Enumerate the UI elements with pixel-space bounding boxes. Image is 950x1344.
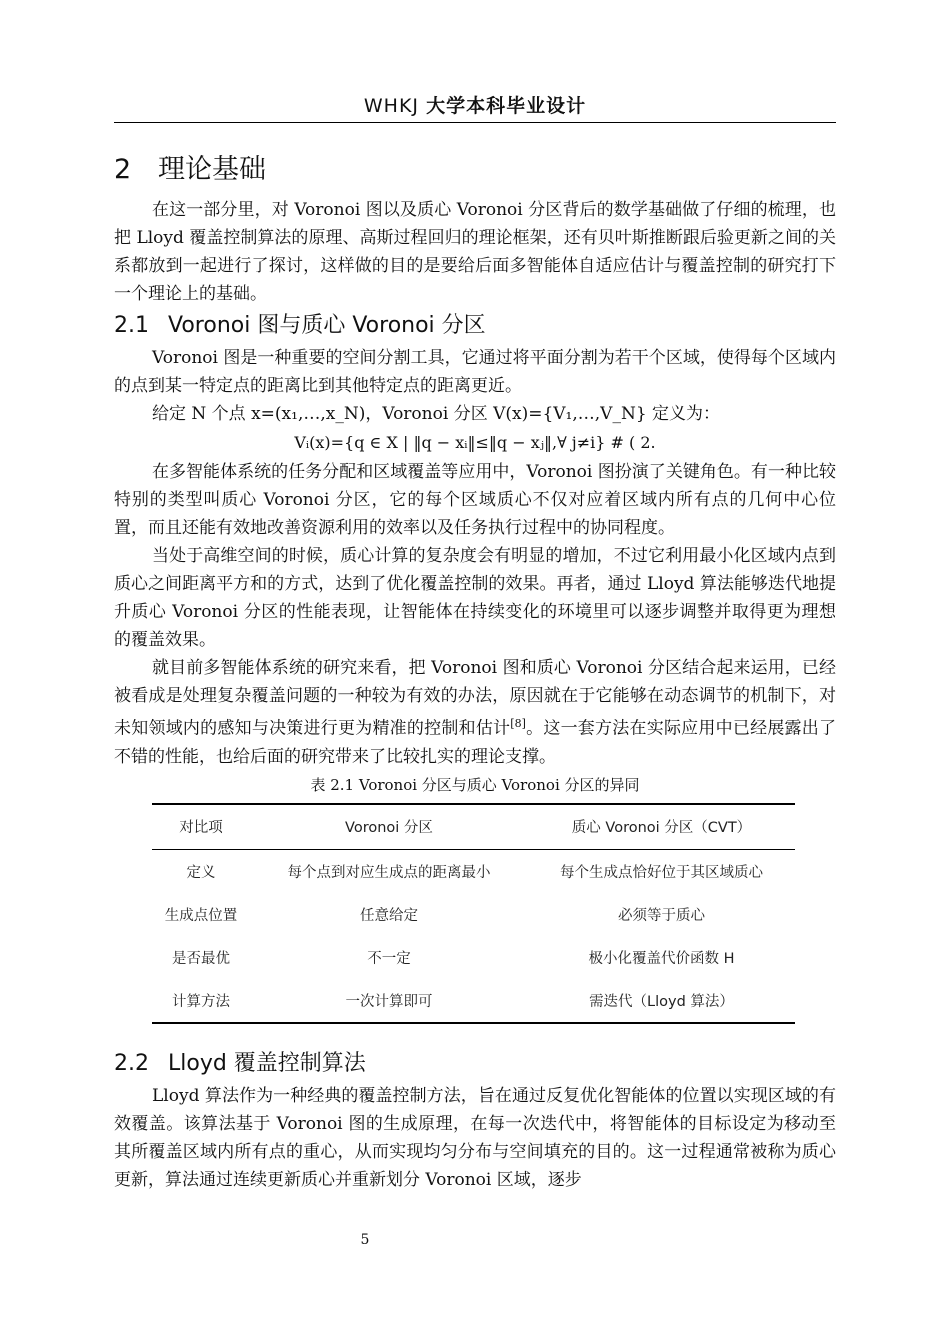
- comparison-table: [152, 803, 795, 1024]
- table-row: [152, 893, 795, 936]
- page-content: [114, 142, 836, 1194]
- paragraph-cvt: 在多智能体系统的任务分配和区域覆盖等应用中，Voronoi 图扮演了关键角色。有一种比较特别的类型叫质心 Voronoi 分区，它的每个区域质心不仅对应着区域内所有点的几何中心位置，而且还能有效地改善资源利用的效率以及任务执行过程中的协同程度。: [114, 462, 836, 538]
- table-row: [152, 979, 795, 1023]
- table-cell: 生成点位置: [164, 907, 238, 924]
- table-header-cell: Voronoi 分区: [345, 820, 433, 837]
- table-header-row: [152, 804, 795, 850]
- section-2-2-heading: [114, 1046, 836, 1082]
- given-line: 给定 N 个点 x=(x₁,…,x_N)，Voronoi 分区 V(x)={V₁,…,V_N} 定义为：: [152, 404, 721, 424]
- table-cell: 需迭代（Lloyd 算法）: [589, 993, 734, 1010]
- section-number: 2.2: [114, 1050, 149, 1076]
- table-cell: 必须等于质心: [618, 907, 705, 924]
- paragraph-lloyd: Lloyd 算法作为一种经典的覆盖控制方法，旨在通过反复优化智能体的位置以实现区域的有效覆盖。该算法基于 Voronoi 图的生成原理，在每一次迭代中，将智能体的目标设定为移动至其所覆盖区域内所有点的重心，从而实现均匀分布与空间填充的目的。这一过程通常被称为质心更新，算法通过连续更新质心并重新划分 Voronoi 区域，逐步: [114, 1085, 836, 1190]
- table-row: [152, 849, 795, 893]
- paragraph-research: [114, 654, 836, 771]
- section-title: Voronoi 图与质心 Voronoi 分区: [168, 313, 486, 338]
- chapter-heading: [114, 150, 836, 190]
- chapter-intro: 在这一部分里，对 Voronoi 图以及质心 Voronoi 分区背后的数学基础做了仔细的梳理，也把 Lloyd 覆盖控制算法的原理、高斯过程回归的理论框架，还有贝叶斯推断跟后验更新之间的关系都放到一起进行了探讨，这样做的目的是要给后面多智能体自适应估计与覆盖控制的研究打下一个理论上的基础。: [114, 200, 836, 304]
- page-header: [114, 92, 836, 123]
- table-cell: 每个生成点恰好位于其区域质心: [560, 864, 763, 881]
- header-text: [364, 95, 586, 117]
- paragraph-research-end: 。这一套方法在实际应用中已经展露出了不错的性能，也给后面的研究带来了比较扎实的理论支撑。: [114, 718, 837, 767]
- table-cell: 定义: [186, 864, 216, 881]
- table-cell: 计算方法: [172, 993, 230, 1010]
- section-title: Lloyd 覆盖控制算法: [168, 1050, 366, 1076]
- table-cell: 是否最优: [172, 950, 230, 967]
- section-2-1-heading: [114, 308, 836, 344]
- voronoi-formula: Vᵢ(x)={q ∈ X | ‖q − xᵢ‖≤‖q − xⱼ‖,∀ j≠i} # ( 2.: [294, 433, 656, 452]
- header-prefix: WHKJ: [363, 95, 420, 117]
- table-cell: 任意给定: [360, 907, 418, 924]
- table-header-cell: 质心 Voronoi 分区（CVT）: [571, 820, 752, 837]
- paragraph-highdim: 当处于高维空间的时候，质心计算的复杂度会有明显的增加，不过它利用最小化区域内点到质心之间距离平方和的方式，达到了优化覆盖控制的效果。再者，通过 Lloyd 算法能够迭代地提升质心 Voronoi 分区的性能表现，让智能体在持续变化的环境里可以逐步调整并取得更为理想的覆盖效果。: [114, 546, 836, 650]
- header-title: 大学本科毕业设计: [426, 95, 587, 117]
- chapter-number: 2: [114, 154, 132, 185]
- chapter-title: 理论基础: [158, 154, 266, 185]
- page-number: 5: [360, 1232, 370, 1248]
- table-cell: 一次计算即可: [345, 993, 433, 1010]
- citation: [8]: [510, 717, 526, 730]
- table-cell: 不一定: [367, 950, 411, 967]
- section-number: 2.1: [114, 313, 149, 338]
- table-row: [152, 936, 795, 979]
- spacer: [114, 1024, 836, 1046]
- table-cell: 极小化覆盖代价函数 H: [588, 950, 735, 967]
- paragraph-research-text: 就目前多智能体系统的研究来看，把 Voronoi 图和质心 Voronoi 分区结合起来运用，已经被看成是处理复杂覆盖问题的一种较为有效的办法，原因就在于它能够在动态调节的机制下，对未知领域内的感知与决策进行更为精准的控制和估计: [114, 658, 836, 739]
- paragraph-voronoi-def: Voronoi 图是一种重要的空间分割工具，它通过将平面分割为若干个区域，使得每个区域内的点到某一特定点的距离比到其他特定点的距离更近。: [114, 348, 836, 396]
- table-caption: 表 2.1 Voronoi 分区与质心 Voronoi 分区的异同: [310, 775, 640, 794]
- table-header-cell: 对比项: [179, 820, 223, 837]
- table-cell: 每个点到对应生成点的距离最小: [287, 864, 491, 881]
